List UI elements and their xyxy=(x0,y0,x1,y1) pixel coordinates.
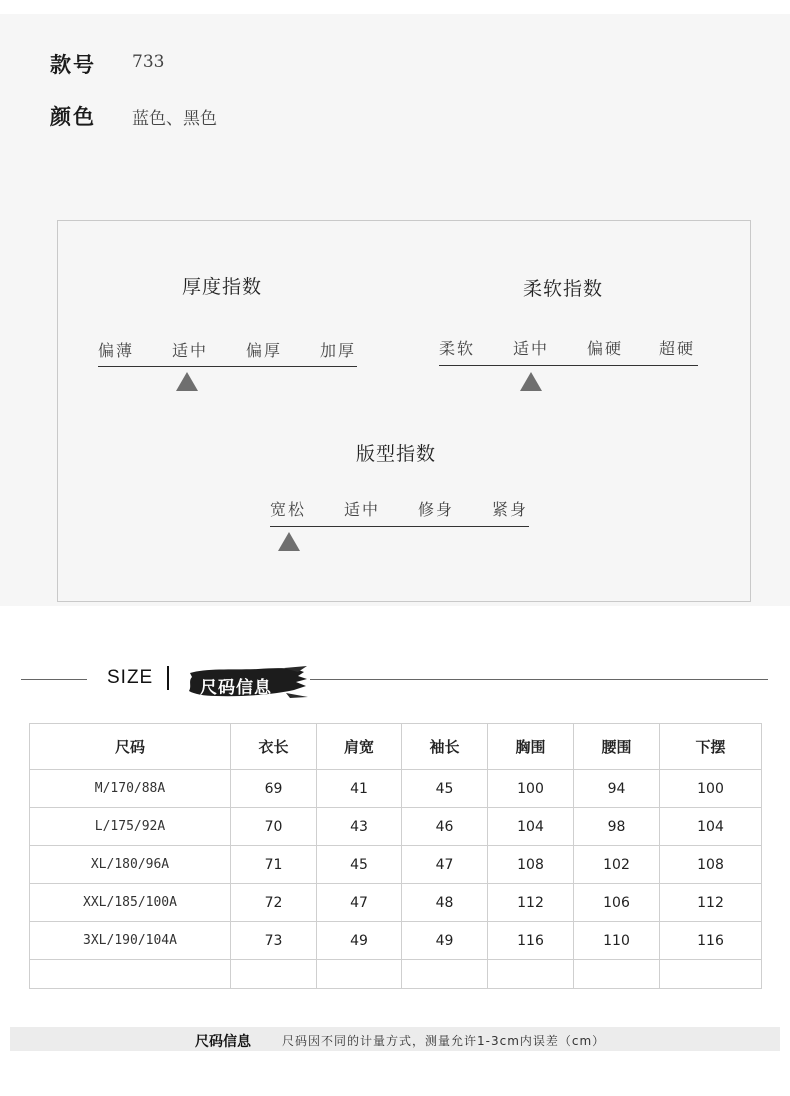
column-header: 袖长 xyxy=(402,724,488,770)
fit-option: 适中 xyxy=(344,500,381,519)
thickness-scale-line xyxy=(98,366,357,367)
softness-scale-line xyxy=(439,365,698,366)
thickness-option: 适中 xyxy=(172,341,209,360)
measurement-cell: 69 xyxy=(231,770,317,808)
size-heading-cn: 尺码信息 xyxy=(200,678,272,698)
table-row-empty xyxy=(30,960,762,989)
table-row xyxy=(30,846,762,884)
table-row xyxy=(30,808,762,846)
measurement-cell: 47 xyxy=(402,846,488,884)
measurement-cell: 104 xyxy=(660,808,762,846)
size-cell: 3XL/190/104A xyxy=(30,922,231,960)
column-header: 尺码 xyxy=(30,724,231,770)
section-divider-right xyxy=(310,679,768,680)
size-table xyxy=(29,723,762,989)
section-divider-left xyxy=(21,679,87,680)
thickness-option: 加厚 xyxy=(320,341,357,360)
column-header: 肩宽 xyxy=(317,724,402,770)
measurement-cell: 112 xyxy=(660,884,762,922)
column-header: 下摆 xyxy=(660,724,762,770)
thickness-option: 偏厚 xyxy=(246,341,283,360)
color-label: 颜色 xyxy=(50,105,96,129)
softness-option: 超硬 xyxy=(659,339,696,358)
softness-option: 偏硬 xyxy=(587,339,624,358)
thickness-option: 偏薄 xyxy=(98,341,135,360)
table-row xyxy=(30,922,762,960)
size-cell: XL/180/96A xyxy=(30,846,231,884)
measurement-cell: 41 xyxy=(317,770,402,808)
size-cell: M/170/88A xyxy=(30,770,231,808)
fabric-index-box xyxy=(57,220,751,602)
softness-option: 适中 xyxy=(513,339,550,358)
empty-cell xyxy=(30,960,231,989)
thickness-index-title: 厚度指数 xyxy=(182,276,263,298)
column-header: 腰围 xyxy=(574,724,660,770)
measurement-cell: 48 xyxy=(402,884,488,922)
measurement-cell: 116 xyxy=(488,922,574,960)
measurement-cell: 72 xyxy=(231,884,317,922)
measurement-cell: 110 xyxy=(574,922,660,960)
measurement-cell: 100 xyxy=(660,770,762,808)
measurement-cell: 98 xyxy=(574,808,660,846)
column-header: 胸围 xyxy=(488,724,574,770)
fit-marker-triangle-icon xyxy=(278,532,300,551)
measurement-cell: 104 xyxy=(488,808,574,846)
softness-marker-triangle-icon xyxy=(520,372,542,391)
softness-index-title: 柔软指数 xyxy=(523,278,604,300)
table-header-row xyxy=(30,724,762,770)
measurement-cell: 46 xyxy=(402,808,488,846)
measurement-cell: 43 xyxy=(317,808,402,846)
footer-note: 尺码因不同的计量方式，测量允许1-3cm内误差（cm） xyxy=(282,1034,606,1048)
empty-cell xyxy=(402,960,488,989)
table-row xyxy=(30,770,762,808)
empty-cell xyxy=(231,960,317,989)
measurement-cell: 108 xyxy=(488,846,574,884)
fit-option: 修身 xyxy=(418,500,455,519)
table-row xyxy=(30,884,762,922)
fit-index-title: 版型指数 xyxy=(356,443,437,465)
measurement-cell: 94 xyxy=(574,770,660,808)
measurement-cell: 106 xyxy=(574,884,660,922)
empty-cell xyxy=(574,960,660,989)
footer-title: 尺码信息 xyxy=(195,1034,251,1050)
fit-option: 紧身 xyxy=(492,500,529,519)
measurement-cell: 47 xyxy=(317,884,402,922)
size-heading-separator xyxy=(167,666,169,690)
column-header: 衣长 xyxy=(231,724,317,770)
thickness-marker-triangle-icon xyxy=(176,372,198,391)
measurement-cell: 49 xyxy=(402,922,488,960)
softness-option: 柔软 xyxy=(439,339,476,358)
fit-option: 宽松 xyxy=(270,500,307,519)
empty-cell xyxy=(660,960,762,989)
empty-cell xyxy=(488,960,574,989)
measurement-cell: 70 xyxy=(231,808,317,846)
empty-cell xyxy=(317,960,402,989)
fit-scale-line xyxy=(270,526,529,527)
measurement-cell: 49 xyxy=(317,922,402,960)
measurement-cell: 45 xyxy=(317,846,402,884)
measurement-cell: 73 xyxy=(231,922,317,960)
size-cell: L/175/92A xyxy=(30,808,231,846)
style-number-value: 733 xyxy=(132,52,165,72)
measurement-cell: 100 xyxy=(488,770,574,808)
measurement-cell: 112 xyxy=(488,884,574,922)
color-value: 蓝色、黑色 xyxy=(132,109,217,129)
measurement-cell: 45 xyxy=(402,770,488,808)
measurement-cell: 116 xyxy=(660,922,762,960)
style-number-label: 款号 xyxy=(50,53,96,77)
measurement-cell: 108 xyxy=(660,846,762,884)
measurement-cell: 71 xyxy=(231,846,317,884)
size-heading-en: SIZE xyxy=(107,667,154,688)
size-cell: XXL/185/100A xyxy=(30,884,231,922)
measurement-cell: 102 xyxy=(574,846,660,884)
